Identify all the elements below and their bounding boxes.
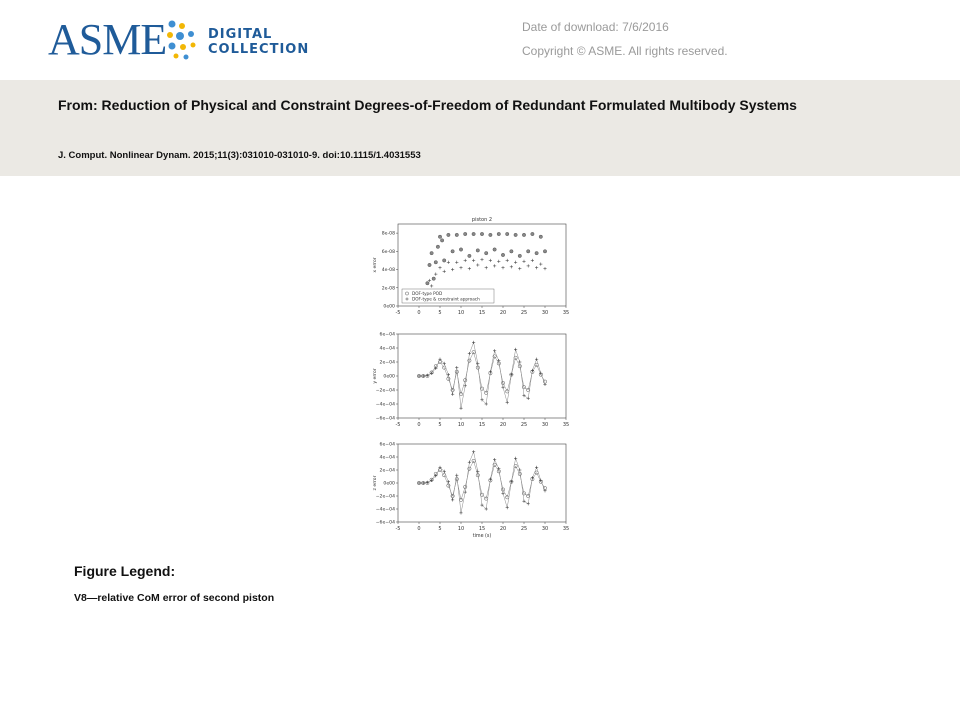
- x-tick-label: 30: [541, 422, 549, 428]
- x-tick-label: 20: [499, 526, 507, 532]
- data-point-circle: [440, 239, 443, 242]
- data-point-circle: [428, 263, 431, 266]
- legend-entry: DOF-type & constraint approach: [412, 296, 480, 302]
- x-tick-label: 10: [457, 526, 465, 532]
- y-tick-label: −6e−04: [375, 520, 395, 526]
- data-point-circle: [501, 253, 504, 256]
- data-point-circle: [480, 232, 483, 235]
- x-tick-label: 10: [457, 422, 465, 428]
- data-point-circle: [476, 249, 479, 252]
- x-tick-label: 30: [541, 310, 549, 316]
- data-point-circle: [535, 251, 538, 254]
- data-point-circle: [438, 235, 441, 238]
- data-point-circle: [518, 254, 521, 257]
- x-tick-label: 15: [478, 526, 486, 532]
- data-point-circle: [510, 250, 513, 253]
- data-point-circle: [455, 233, 458, 236]
- y-tick-label: 0e00: [383, 374, 395, 380]
- data-point-circle: [497, 232, 500, 235]
- chart-panel-2: [396, 334, 566, 420]
- y-tick-label: 0e00: [383, 481, 395, 487]
- chart-panel-3: [396, 444, 566, 524]
- x-tick-label: 15: [478, 310, 486, 316]
- y-tick-label: 6e−04: [379, 442, 395, 448]
- y-tick-label: 6e-08: [381, 249, 395, 255]
- data-point-circle: [531, 232, 534, 235]
- data-point-circle: [543, 250, 546, 253]
- y-tick-label: 4e−04: [379, 455, 395, 461]
- data-point-circle: [514, 233, 517, 236]
- x-tick-label: 15: [478, 422, 486, 428]
- asme-logo-text: ASME: [48, 15, 167, 64]
- data-point-circle: [485, 251, 488, 254]
- chart-title: piston 2: [471, 217, 493, 223]
- x-tick-label: 5: [438, 422, 442, 428]
- download-date-value: 7/6/2016: [622, 20, 669, 34]
- x-tick-label: 20: [499, 422, 507, 428]
- asme-digital-collection-logo[interactable]: [48, 10, 328, 66]
- y-tick-label: −6e−04: [375, 416, 395, 422]
- data-point-circle: [506, 232, 509, 235]
- x-tick-label: 5: [438, 310, 442, 316]
- data-point-circle: [489, 233, 492, 236]
- x-tick-label: 0: [417, 310, 421, 316]
- figure-charts: [368, 210, 578, 542]
- x-tick-label: 30: [541, 526, 549, 532]
- x-tick-label: 25: [520, 526, 528, 532]
- figure-legend-text: V8—relative CoM error of second piston: [74, 592, 275, 604]
- y-tick-label: 4e-08: [381, 268, 395, 274]
- x-tick-label: 20: [499, 310, 507, 316]
- download-date-label: Date of download:: [522, 20, 619, 34]
- x-tick-label: 25: [520, 422, 528, 428]
- data-point-circle: [451, 250, 454, 253]
- y-axis-label: z error: [373, 475, 378, 491]
- legend-entry: DOF-type POD: [412, 291, 443, 296]
- data-point-circle: [493, 248, 496, 251]
- y-tick-label: 8e-08: [381, 231, 395, 237]
- data-point-circle: [436, 245, 439, 248]
- y-axis-label: y error: [373, 368, 378, 384]
- y-tick-label: 2e−04: [379, 468, 395, 474]
- download-date: [522, 20, 669, 34]
- citation-band: [0, 80, 960, 176]
- y-tick-label: 6e−04: [379, 332, 395, 338]
- x-axis-label: time (s): [472, 534, 492, 539]
- data-point-circle: [426, 282, 429, 285]
- brand-collection-text: COLLECTION: [208, 42, 310, 57]
- y-tick-label: −4e−04: [375, 402, 395, 408]
- article-title: From: Reduction of Physical and Constraint Degrees-of-Freedom of Redundant Formulated Multibody Systems: [58, 97, 797, 113]
- data-point-circle: [464, 232, 467, 235]
- x-tick-label: 25: [520, 310, 528, 316]
- x-tick-label: 5: [438, 526, 442, 532]
- y-tick-label: 4e−04: [379, 346, 395, 352]
- data-point-circle: [432, 277, 435, 280]
- data-point-circle: [472, 232, 475, 235]
- copyright-text: Copyright © ASME. All rights reserved.: [522, 44, 728, 58]
- x-tick-label: 10: [457, 310, 465, 316]
- dots-logo-icon: [164, 18, 208, 62]
- y-tick-label: 2e-08: [381, 286, 395, 292]
- data-point-circle: [459, 248, 462, 251]
- x-tick-label: -5: [395, 526, 401, 532]
- x-tick-label: 0: [417, 422, 421, 428]
- data-point-circle: [539, 235, 542, 238]
- figure-legend-title: Figure Legend:: [74, 563, 176, 579]
- data-point-circle: [522, 233, 525, 236]
- data-point-circle: [527, 250, 530, 253]
- y-axis-label: x error: [373, 257, 378, 273]
- y-tick-label: 0e00: [383, 304, 395, 310]
- brand-digital-text: DIGITAL: [208, 27, 273, 42]
- y-tick-label: −4e−04: [375, 507, 395, 513]
- x-tick-label: 0: [417, 526, 421, 532]
- data-point-circle: [447, 233, 450, 236]
- journal-citation: J. Comput. Nonlinear Dynam. 2015;11(3):031010-031010-9. doi:10.1115/1.4031553: [58, 150, 421, 161]
- x-tick-label: -5: [395, 422, 401, 428]
- data-point-circle: [430, 251, 433, 254]
- x-tick-label: 35: [562, 310, 570, 316]
- data-point-circle: [443, 259, 446, 262]
- x-tick-label: 35: [562, 422, 570, 428]
- y-tick-label: −2e−04: [375, 494, 395, 500]
- y-tick-label: −2e−04: [375, 388, 395, 394]
- y-tick-label: 2e−04: [379, 360, 395, 366]
- x-tick-label: 35: [562, 526, 570, 532]
- data-point-circle: [468, 254, 471, 257]
- x-tick-label: -5: [395, 310, 401, 316]
- data-point-circle: [434, 261, 437, 264]
